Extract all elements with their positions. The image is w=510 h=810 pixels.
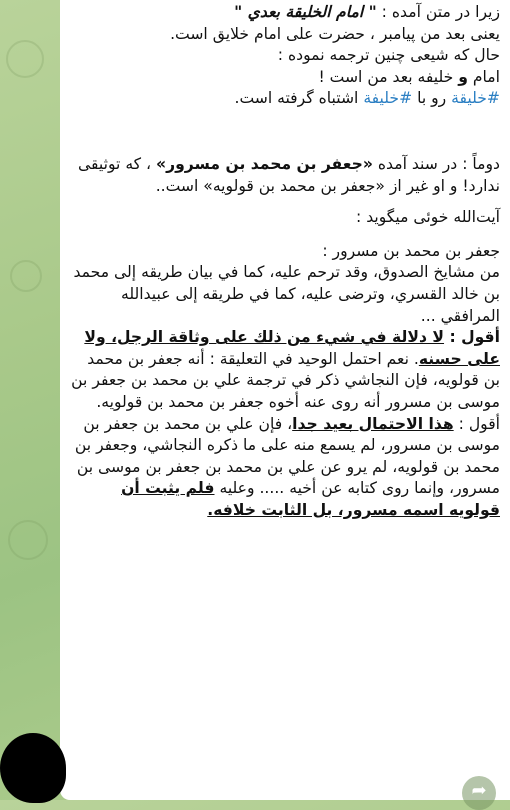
text-span: اشتباه گرفته است.: [234, 89, 364, 108]
wallpaper-doodle: [6, 40, 44, 78]
text-span: أقول :: [444, 328, 500, 347]
spacer: [68, 197, 500, 207]
line: یعنی بعد من پیامبر ، حضرت علی امام خلایق است.: [170, 24, 500, 43]
line: حال که شیعی چنین ترجمه نموده :: [277, 46, 500, 65]
bold-name: «جعفر بن محمد بن مسرور»: [156, 154, 373, 173]
text-span: خلیفه بعد من است !: [318, 67, 459, 86]
text-span: دوماً : در سند آمده: [372, 154, 500, 173]
text-span: رو با: [412, 89, 452, 108]
quote-text: " امام الخلیقة بعدي ": [234, 3, 377, 21]
bold-underlined-text: فلم يثبت أن قولويه اسمه مسرور، بل الثابت خلافه.: [121, 479, 500, 519]
text-span: ، که توثیقی ندارد! و او غیر از «جعفر بن محمد بن قولویه» است..: [78, 154, 500, 195]
wallpaper-doodle: [10, 260, 42, 292]
spacer: [68, 229, 500, 241]
avatar[interactable]: [0, 733, 66, 803]
text-span: ، فإن علي بن محمد بن جعفر بن موسى بن مسرور، لم يسمع منه على ما ذكره النجاشي، وجعفر بن محمد بن قولويه، لم يرو عن علي بن محمد بن جعفر بن موسى بن مسرور، وإنما روى كتابه عن أخيه ..... وعليه: [74, 414, 500, 498]
hashtag-link[interactable]: #خلیفة: [363, 89, 413, 108]
line: [68, 88, 500, 110]
line: جعفر بن محمد بن مسرور :: [322, 241, 500, 260]
wallpaper-doodle: [8, 520, 48, 560]
share-arrow-icon[interactable]: ➦: [462, 776, 496, 810]
paragraph: من مشايخ الصدوق، وقد ترحم عليه، كما في بيان طريقه إلى محمد بن خالد القسري، وترضى عليه، كما في طريقه إلى عبيدالله المرافقي ...: [73, 263, 500, 325]
text-span: . نعم احتمل الوحيد في التعليقة : أنه جعفر بن محمد بن قولويه، فإن النجاشي ذكر في ترجمة علي بن محمد بن جعفر بن موسى بن مسرور أنه روى عنه أخوه جعفر بن محمد بن قولويه.: [71, 349, 500, 411]
line: [68, 2, 500, 24]
text-span: امام: [467, 67, 500, 86]
paragraph: [68, 327, 500, 413]
text-span: أقول :: [453, 414, 500, 433]
line: آیت‌الله خوئی میگوید :: [356, 208, 500, 227]
hashtag-link[interactable]: #خلیقة: [451, 89, 500, 108]
paragraph: [68, 154, 500, 197]
text-span: زیرا در متن آمده :: [376, 3, 500, 21]
spacer: [68, 110, 500, 154]
bold-underlined-text: لا دلالة في شيء من ذلك على وثاقة الرجل، ولا على حسنه: [84, 328, 500, 368]
message-bubble[interactable]: [60, 0, 510, 800]
bold-word: و: [458, 67, 468, 86]
bold-underlined-text: هذا الاحتمال بعيد جدا: [292, 414, 454, 433]
line: [68, 67, 500, 89]
paragraph: [68, 414, 500, 522]
message-text: [60, 0, 510, 521]
